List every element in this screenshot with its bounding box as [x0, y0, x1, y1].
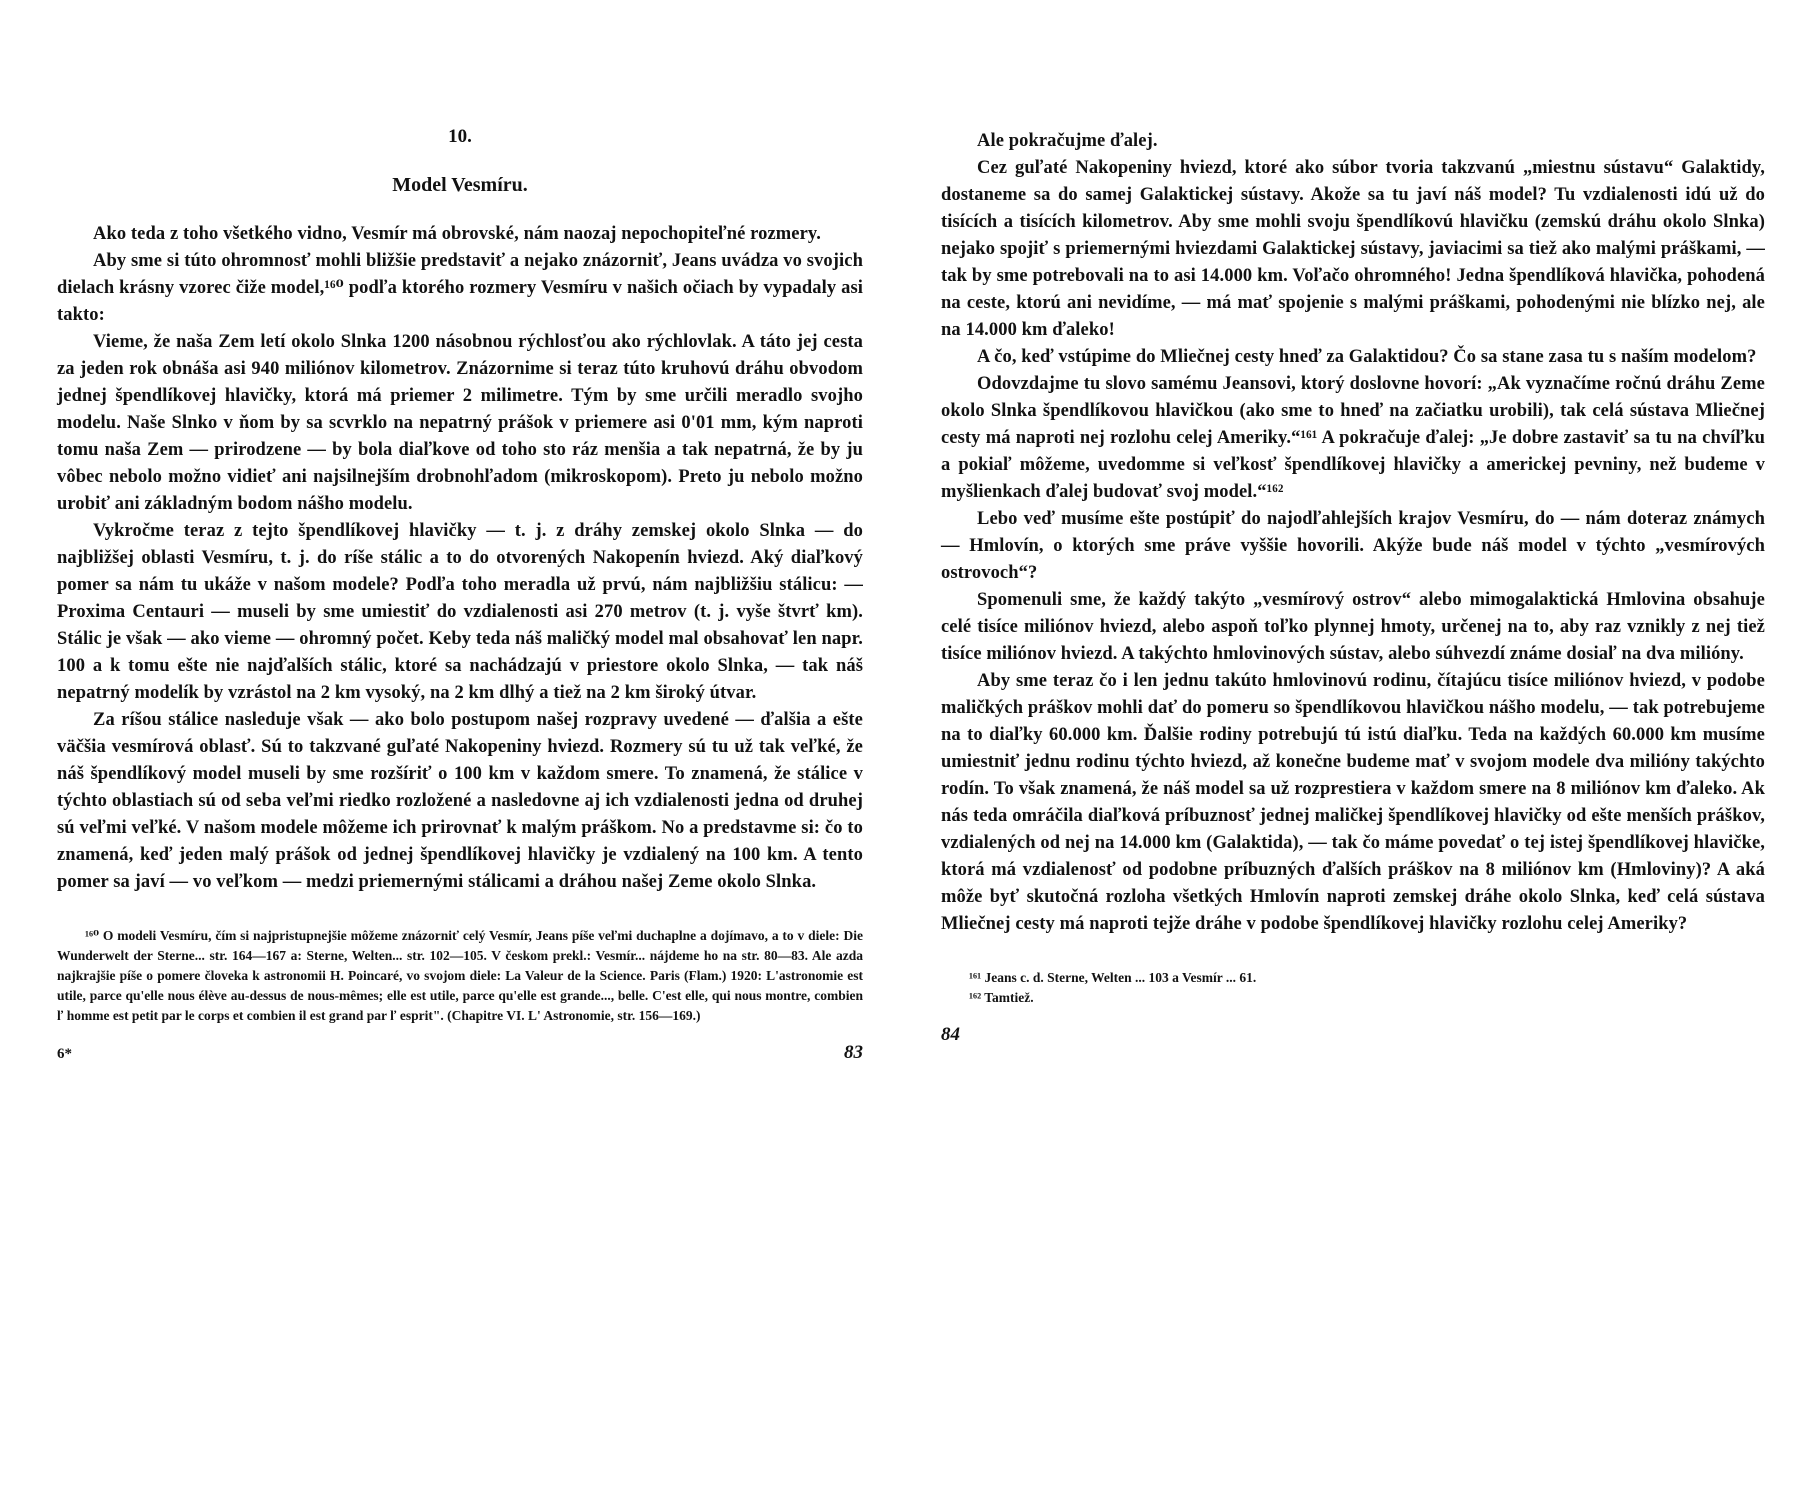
- paragraph: Aby sme si túto ohromnosť mohli bližšie predstaviť a nejako znázorniť, Jeans uvádza vo svojich dielach krásny vzorec čiže model,¹⁶⁰ podľa ktorého rozmery Vesmíru v našich očiach by vypadaly asi takto:: [57, 251, 863, 325]
- paragraph: Odovzdajme tu slovo samému Jeansovi, ktorý doslovne hovorí: „Ak vyznačíme ročnú dráhu Zeme okolo Slnka špendlíkovou hlavičkou (ako sme to hneď na začiatku urobili), tak celá sústava Mliečnej cesty má naproti nej rozlohu celej Ameriky.“¹⁶¹ A pokračuje ďalej: „Je dobre zastaviť sa tu na chvíľku a pokiaľ môžeme, uvedomme si veľkosť špendlíkovej hlavičky a americkej pevniny, než budeme v myšlienkach ďalej budovať svoj model.“¹⁶²: [941, 374, 1765, 502]
- page-footer-right: [941, 1024, 1765, 1046]
- footnote: ¹⁶² Tamtiež.: [969, 990, 1034, 1005]
- footnote-block: [57, 926, 863, 1026]
- paragraph: Vykročme teraz z tejto špendlíkovej hlavičky — t. j. z dráhy zemskej okolo Slnka — do najbližšej oblasti Vesmíru, t. j. do ríše stálic a to do otvorených Nakopenín hviezd. Aký diaľkový pomer sa nám tu ukáže v našom modele? Podľa toho meradla už prvú, nám najbližšiu stálicu: — Proxima Centauri — museli by sme umiestiť do vzdialenosti asi 270 metrov (t. j. vyše štvrť km). Stálic je však — ako vieme — ohromný počet. Keby teda náš maličký model mal obsahovať len napr. 100 a k tomu ešte nie najďalších stálic, ktoré sa nachádzajú v priestore okolo Slnka, — tak náš nepatrný modelík by vzrástol na 2 km vysoký, na 2 km dlhý a tiež na 2 km široký útvar.: [57, 521, 863, 703]
- paragraph: Aby sme teraz čo i len jednu takúto hmlovinovú rodinu, čítajúcu tisíce miliónov hviezd, v podobe maličkých práškov mohli dať do pomeru so špendlíkovou hlavičkou nášho modelu, — tak potrebujeme na to diaľky 60.000 km. Ďalšie rodiny potrebujú tú istú diaľku. Teda na každých 60.000 km musíme umiestniť jednu rodinu týchto hviezd, až konečne budeme mať v svojom modele dva milióny takýchto rodín. To však znamená, že náš model sa už rozprestiera v každom smere na 8 miliónov km ďaleko. Ak nás teda omráčila diaľková príbuznosť jednej maličkej špendlíkovej hlavičky od ešte menších práškov, vzdialených od nej na 14.000 km (Galaktida), — tak čo máme povedať o tej istej špendlíkovej hlavičke, ktorá má vzdialenosť od podobne príbuzných ďalších práškov na 8 miliónov km (Hmloviny)? A aká môže byť skutočná rozloha všetkých Hmlovín naproti zemskej dráhe okolo Slnka, keď celá sústava Mliečnej cesty má naproti tejže dráhe v podobe špendlíkovej hlavičky rozlohu celej Ameriky?: [941, 671, 1765, 934]
- page-number-left: 83: [844, 1042, 863, 1063]
- page-number-right: 84: [941, 1024, 960, 1045]
- page-right: [941, 128, 1765, 1046]
- paragraph: Lebo veď musíme ešte postúpiť do najodľahlejších krajov Vesmíru, do — nám doteraz známych — Hmlovín, o ktorých sme práve vyššie hovorili. Akýže bude náš model v týchto „vesmírových ostrovoch“?: [941, 509, 1765, 583]
- page-title: Model Vesmíru.: [392, 174, 528, 196]
- paragraph: Spomenuli sme, že každý takýto „vesmírový ostrov“ alebo mimogalaktická Hmlovina obsahuje celé tisíce miliónov hviezd, alebo aspoň toľko plynnej hmoty, určenej na to, aby raz vznikly z nej tiež tisíce miliónov hviezd. A takýchto hmlovinových sústav, alebo súhvezdí známe dosiaľ na dva milióny.: [941, 590, 1765, 664]
- chapter-number: 10.: [448, 126, 472, 147]
- paragraph: Za ríšou stálice nasleduje však — ako bolo postupom našej rozpravy uvedené — ďalšia a ešte väčšia vesmírová oblasť. Sú to takzvané guľaté Nakopeniny hviezd. Rozmery sú tu už tak veľké, že náš špendlíkový model museli by sme rozšíriť o 100 km v každom smere. To znamená, že stálice v týchto oblastiach sú od seba veľmi riedko rozložené a nasledovne aj ich vzdialenosti jedna od druhej sú veľmi veľké. V našom modele môžeme ich prirovnať k malým práškom. No a predstavme si: čo to znamená, keď jeden malý prášok od jednej špendlíkovej hlavičky je vzdialený na 100 km. A tento pomer sa javí — vo veľkom — medzi priemernými stálicami a dráhou našej Zeme okolo Slnka.: [57, 710, 863, 892]
- footnote: ¹⁶⁰ O modeli Vesmíru, čím si najpristupnejšie môžeme znázorniť celý Vesmír, Jeans píše veľmi duchaplne a dojímavo, a to v diele: Die Wunderwelt der Sterne... str. 164—167 a: Sterne, Welten... str. 102—105. V českom prekl.: Vesmír... nájdeme ho na str. 80—83. Ale azda najkrajšie píše o pomere človeka k astronomii H. Poincaré, vo svojom diele: La Valeur de la Science. Paris (Flam.) 1920: L'astronomie est utile, parce qu'elle nous élève au-dessus de nous-mêmes; elle est utile, parce qu'elle est grande..., belle. C'est elle, qui nous montre, combien ľ homme est petit par le corps et combien il est grand par ľ esprit". (Chapitre VI. L' Astronomie, str. 156—169.): [57, 928, 863, 1023]
- page-footer-left: [57, 1042, 863, 1064]
- page-left: [57, 126, 863, 1064]
- paragraph: Vieme, že naša Zem letí okolo Slnka 1200 násobnou rýchlosťou ako rýchlovlak. A táto jej cesta za jeden rok obnáša asi 940 miliónov kilometrov. Znázornime si teraz túto kruhovú dráhu obvodom jednej špendlíkovej hlavičky, ktorá má priemer 2 milimetre. Tým by sme určili meradlo svojho modelu. Naše Slnko v ňom by sa scvrklo na nepatrný prášok v priemere asi 0'01 mm, kým naproti tomu naša Zem — prirodzene — by bola diaľkove od toho sto ráz menšia a tak nepatrná, že by ju vôbec nebolo možno vidieť ani najsilnejším drobnohľadom (mikroskopom). Preto ju nebolo možno urobiť ani základným bodom nášho modelu.: [57, 332, 863, 514]
- signature-mark: 6*: [57, 1046, 72, 1062]
- paragraph: Ale pokračujme ďalej.: [977, 131, 1158, 151]
- footnote-block: [941, 968, 1765, 1008]
- paragraph: A čo, keď vstúpime do Mliečnej cesty hneď za Galaktidou? Čo sa stane zasa tu s naším modelom?: [977, 347, 1757, 367]
- paragraph: Ako teda z toho všetkého vidno, Vesmír má obrovské, nám naozaj nepochopiteľné rozmery.: [93, 224, 821, 244]
- paragraph: Cez guľaté Nakopeniny hviezd, ktoré ako súbor tvoria takzvanú „miestnu sústavu“ Galaktidy, dostaneme sa do samej Galaktickej sústavy. Akože sa tu javí náš model? Tu vzdialenosti idú už do tisících a tisících kilometrov. Aby sme mohli svoju špendlíkovú hlavičku (zemskú dráhu okolo Slnka) nejako spojiť s priemernými hviezdami Galaktickej sústavy, javiacimi sa tiež ako malými práškami, — tak by sme potrebovali na to asi 14.000 km. Voľačo ohromného! Jedna špendlíková hlavička, pohodená na ceste, ktorú ani nevidíme, — má mať spojenie s malými práškami, pohodenými nie blízko nej, ale na 14.000 km ďaleko!: [941, 158, 1765, 340]
- footnote: ¹⁶¹ Jeans c. d. Sterne, Welten ... 103 a Vesmír ... 61.: [969, 970, 1257, 985]
